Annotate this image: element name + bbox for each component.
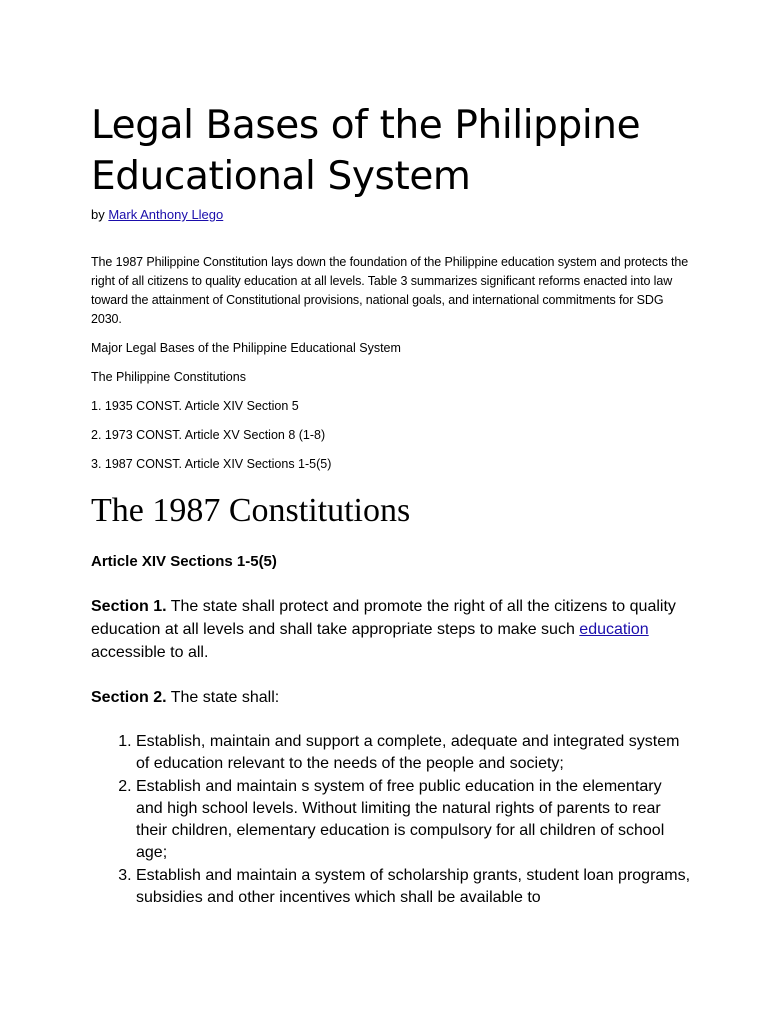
list-item: 2. Establish and maintain s system of free public education in the elementary and high school levels. Without limiting the natural rights of parents to rear their children, elementary education is compulsory for all children of school age; <box>136 776 691 865</box>
section-1-paragraph <box>91 595 691 664</box>
constitutions-label: The Philippine Constitutions <box>91 370 246 384</box>
constitution-item-1987: 3. 1987 CONST. Article XIV Sections 1-5(5) <box>91 457 332 471</box>
section-2-label: Section 2. <box>91 689 167 706</box>
author-link[interactable]: Mark Anthony Llego <box>108 207 224 222</box>
article-body <box>91 100 691 909</box>
education-link[interactable]: education <box>579 621 649 638</box>
section-2-paragraph <box>91 686 691 709</box>
section-2-list <box>91 731 691 909</box>
list-item: 3. Establish and maintain a system of scholarship grants, student loan programs, subsidies and other incentives which shall be available to <box>136 865 691 910</box>
constitution-item-1935: 1. 1935 CONST. Article XIV Section 5 <box>91 399 299 413</box>
list-item: 1. Establish, maintain and support a complete, adequate and integrated system of education relevant to the needs of the people and society; <box>136 731 691 776</box>
section-1-text-end: accessible to all. <box>91 644 209 661</box>
intro-paragraph: The 1987 Philippine Constitution lays down the foundation of the Philippine education system and protects the right of all citizens to quality education at all levels. Table 3 summarizes significant reforms enacted into law toward the attainment of Constitutional provisions, national goals, and international commitments for SDG 2030. <box>91 255 689 326</box>
byline <box>91 207 691 223</box>
legal-bases-heading: Major Legal Bases of the Philippine Educational System <box>91 341 401 355</box>
byline-prefix: by <box>91 207 109 222</box>
page-title: Legal Bases of the Philippine Educational System <box>91 103 641 199</box>
section-heading: The 1987 Constitutions <box>91 492 411 529</box>
section-2-text: The state shall: <box>166 689 280 706</box>
article-subheading: Article XIV Sections 1-5(5) <box>91 553 277 570</box>
section-1-label: Section 1. <box>91 598 167 615</box>
section-1-text: The state shall protect and promote the right of all the citizens to quality education at all levels and shall take appropriate steps to make such <box>91 598 676 638</box>
constitution-item-1973: 2. 1973 CONST. Article XV Section 8 (1-8) <box>91 428 326 442</box>
